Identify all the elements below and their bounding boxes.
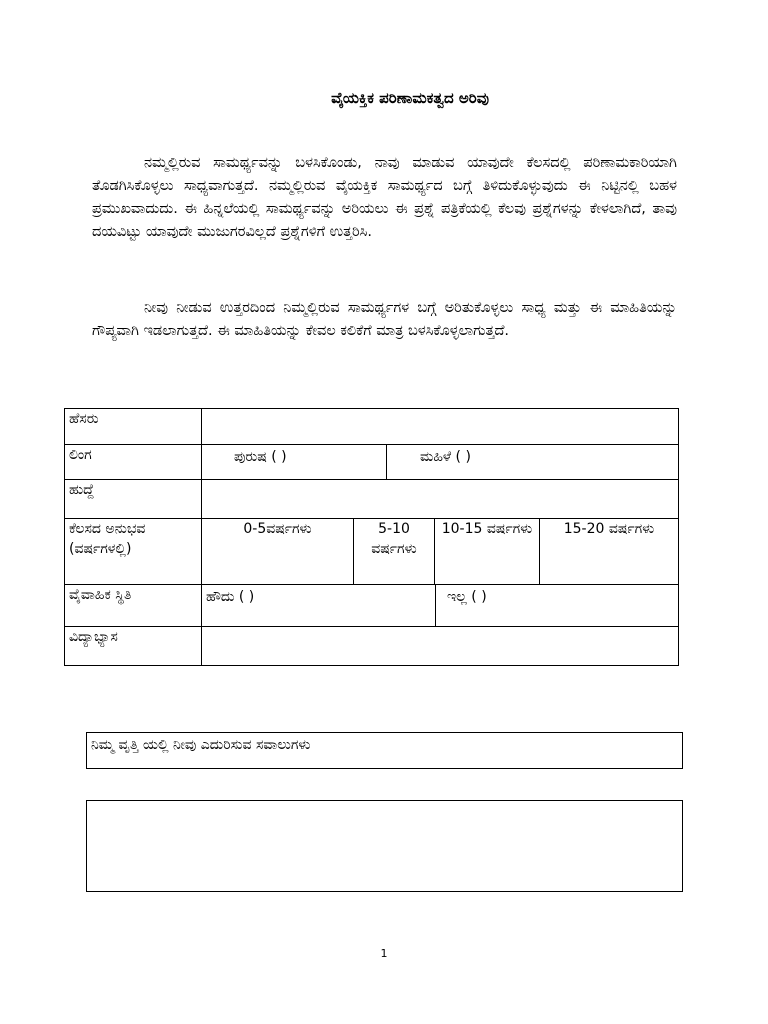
education-field[interactable] <box>202 627 679 666</box>
gender-field <box>202 445 679 480</box>
experience-label: ಕೆಲಸದ ಅನುಭವ (ವರ್ಷಗಳಲ್ಲಿ) <box>65 519 202 585</box>
gender-label: ಲಿಂಗ <box>65 445 202 480</box>
personal-info-table <box>64 408 679 666</box>
gender-female-option[interactable]: ಮಹಿಳೆ ( ) <box>420 449 471 465</box>
name-field[interactable] <box>202 409 679 445</box>
gender-male-option[interactable]: ಪುರುಷ ( ) <box>234 449 287 465</box>
page-title: ವೈಯಕ್ತಿಕ ಪರಿಣಾಮಕತ್ವದ ಅರಿವು <box>331 89 489 107</box>
page-number: 1 <box>380 947 388 960</box>
education-label: ವಿದ್ಯಾಭ್ಯಾಸ <box>65 627 202 666</box>
marital-yes-option[interactable]: ಹೌದು ( ) <box>206 589 255 605</box>
name-row <box>65 409 679 445</box>
challenges-answer-box[interactable] <box>86 800 683 892</box>
designation-row <box>65 480 679 519</box>
experience-row <box>65 519 679 585</box>
education-row <box>65 627 679 666</box>
challenges-prompt-box <box>86 732 683 769</box>
marital-label: ವೈವಾಹಿಕ ಸ್ಥಿತಿ <box>65 585 202 627</box>
designation-label: ಹುದ್ದೆ <box>65 480 202 519</box>
marital-field <box>202 585 679 627</box>
name-label: ಹೆಸರು <box>65 409 202 445</box>
privacy-paragraph: ನೀವು ನೀಡುವ ಉತ್ತರದಿಂದ ನಿಮ್ಮಲ್ಲಿರುವ ಸಾಮರ್ಥ್ಯಗಳ ಬಗ್ಗೆ ಅರಿತುಕೊಳ್ಳಲು ಸಾಧ್ಯ ಮತ್ತು ಈ ಮಾಹಿತಿಯನ್ನು ಗೌಪ್ಯವಾಗಿ ಇಡಲಾಗುತ್ತದೆ. ಈ ಮಾಹಿತಿಯನ್ನು ಕೇವಲ ಕಲಿಕೆಗೆ ಮಾತ್ರ ಬಳಸಿಕೊಳ್ಳಲಾಗುತ್ತದೆ. <box>92 300 677 339</box>
gender-row <box>65 445 679 480</box>
marital-row <box>65 585 679 627</box>
experience-option[interactable]: 5-10 ವರ್ಷಗಳು <box>354 519 435 585</box>
gender-divider <box>386 445 387 479</box>
experience-option[interactable]: 15-20 ವರ್ಷಗಳು <box>540 519 679 585</box>
marital-no-option[interactable]: ಇಲ್ಲ ( ) <box>447 589 487 605</box>
designation-field[interactable] <box>202 480 679 519</box>
marital-divider <box>435 585 436 626</box>
experience-option[interactable]: 0-5ವರ್ಷಗಳು <box>202 519 354 585</box>
intro-paragraph: ನಮ್ಮಲ್ಲಿರುವ ಸಾಮರ್ಥ್ಯವನ್ನು ಬಳಸಿಕೊಂಡು, ನಾವು ಮಾಡುವ ಯಾವುದೇ ಕೆಲಸದಲ್ಲಿ ಪರಿಣಾಮಕಾರಿಯಾಗಿ ತೊಡಗಿಸಿಕೊಳ್ಳಲು ಸಾಧ್ಯವಾಗುತ್ತದೆ. ನಮ್ಮಲ್ಲಿರುವ ವೈಯಕ್ತಿಕ ಸಾಮರ್ಥ್ಯದ ಬಗ್ಗೆ ತಿಳಿದುಕೊಳ್ಳುವುದು ಈ ನಿಟ್ಟಿನಲ್ಲಿ ಬಹಳ ಪ್ರಮುಖವಾದುದು. ಈ ಹಿನ್ನಲೆಯಲ್ಲಿ ಸಾಮರ್ಥ್ಯವನ್ನು ಅರಿಯಲು ಈ ಪ್ರಶ್ನೆ ಪತ್ರಿಕೆಯಲ್ಲಿ ಕೆಲವು ಪ್ರಶ್ನೆಗಳನ್ನು ಕೇಳಲಾಗಿದೆ, ತಾವು ದಯವಿಟ್ಟು ಯಾವುದೇ ಮುಜುಗರವಿಲ್ಲದೆ ಪ್ರಶ್ನೆಗಳಿಗೆ ಉತ್ತರಿಸಿ. <box>92 155 677 240</box>
experience-option[interactable]: 10-15 ವರ್ಷಗಳು <box>435 519 540 585</box>
challenges-prompt: ನಿಮ್ಮ ವೃತ್ತಿ ಯಲ್ಲಿ ನೀವು ಎದುರಿಸುವ ಸವಾಲುಗಳು <box>91 737 311 753</box>
